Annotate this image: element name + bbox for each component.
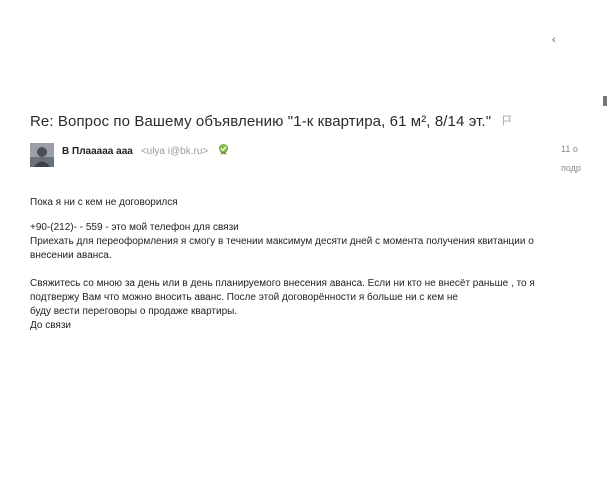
body-line: Приехать для переоформления я смогу в течении максимум десяти дней с момента получения квитанции о: [30, 236, 534, 247]
body-line: Свяжитесь со мною за день или в день планируемого внесения аванса. Если ни кто не внесёт раньше , то я: [30, 278, 535, 289]
body-line: внесении аванса.: [30, 250, 112, 261]
sender-email[interactable]: <ulya i@bk.ru>: [140, 145, 209, 157]
details-link[interactable]: подр: [561, 163, 581, 173]
sender-row: [62, 144, 229, 158]
body-line: До связи: [30, 320, 72, 331]
collapse-chevron-icon[interactable]: ‹: [552, 34, 556, 46]
sender-name[interactable]: В Плааааа ааа: [62, 145, 133, 157]
message-subject: Re: Вопрос по Вашему объявлению "1-к квартира, 61 м², 8/14 эт.": [30, 113, 492, 131]
body-line: подтвержу Вам что можно вносить аванс. После этой договорённости я больше ни с кем не: [30, 292, 458, 303]
scrollbar-handle[interactable]: [603, 96, 607, 106]
avatar[interactable]: [30, 143, 54, 167]
verified-icon: [218, 144, 229, 158]
body-line: буду вести переговоры о продаже квартиры.: [30, 306, 238, 317]
message-date: 11 о: [561, 144, 578, 154]
body-line: +90-(212)- - 559 - это мой телефон для связи: [30, 222, 239, 233]
message-body: [30, 196, 590, 333]
flag-icon[interactable]: [502, 113, 512, 131]
subject-row: [30, 113, 512, 131]
body-line: Пока я ни с кем не договорился: [30, 197, 178, 208]
